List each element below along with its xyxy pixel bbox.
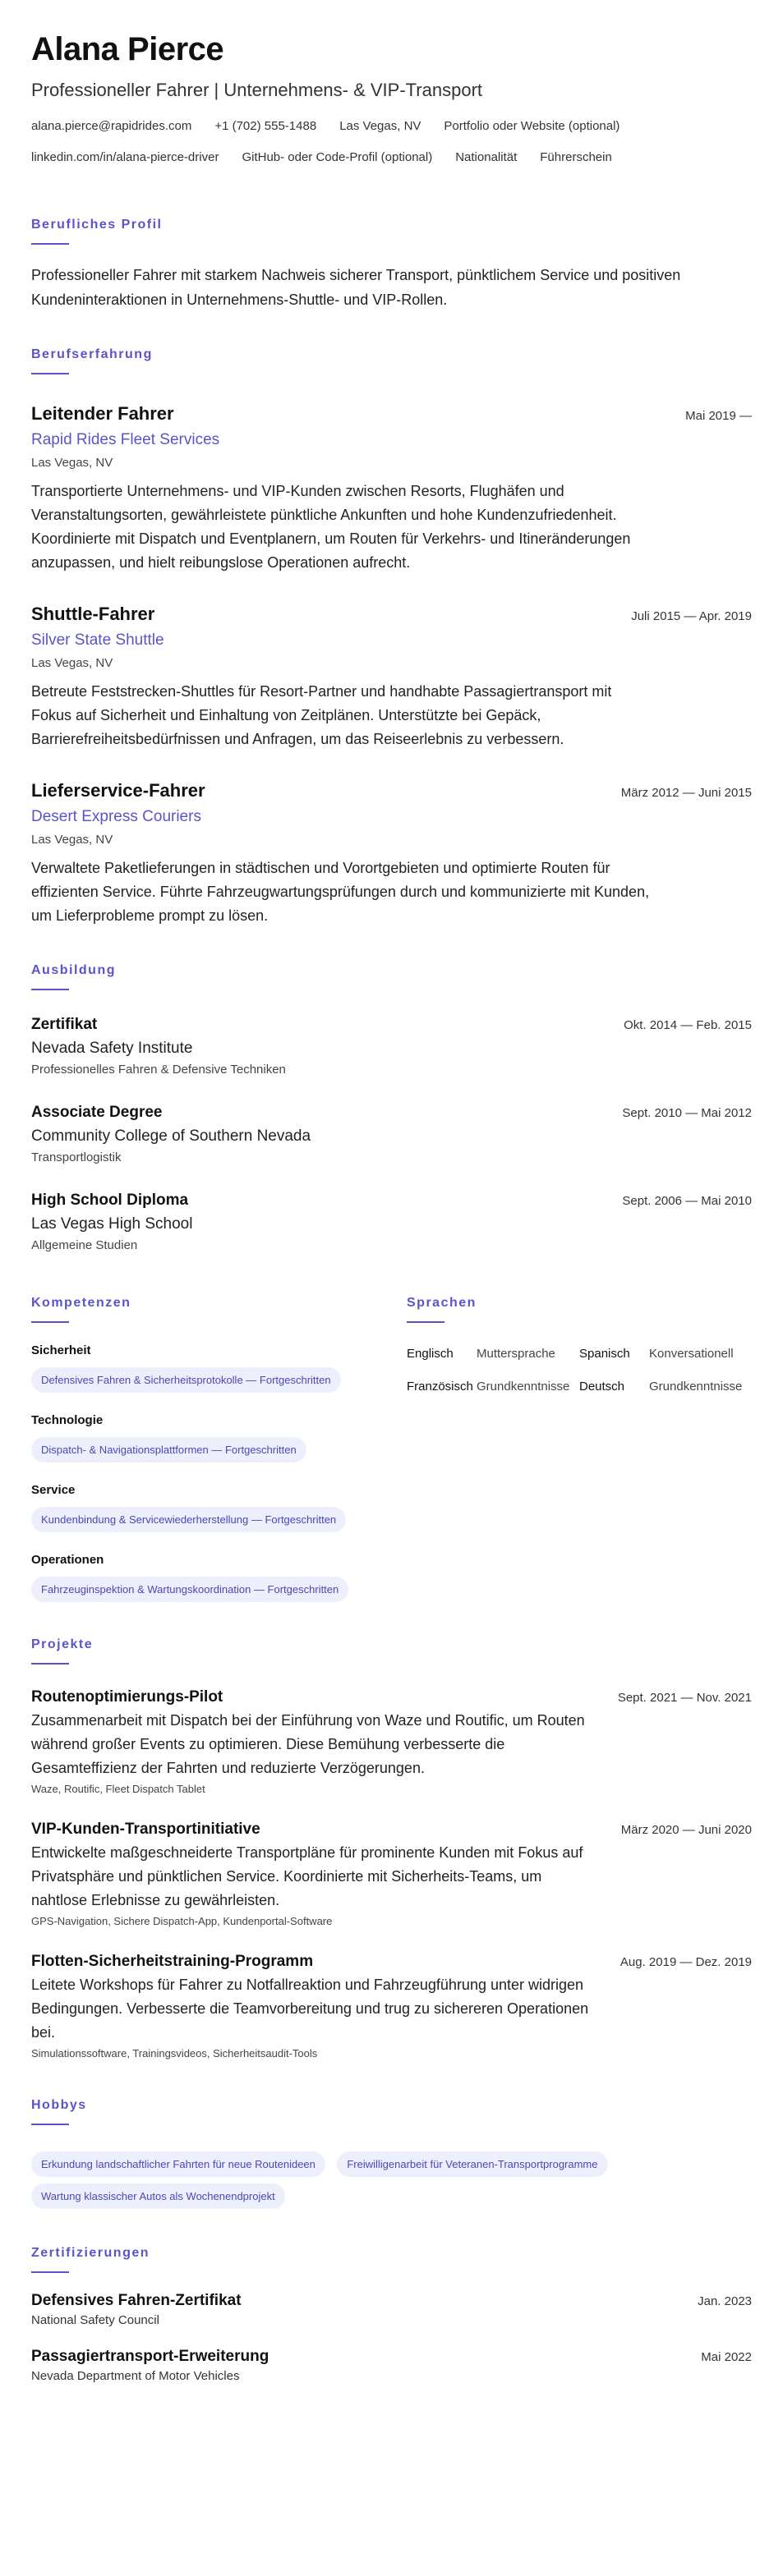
project-description: Zusammenarbeit mit Dispatch bei der Einführung von Waze und Routific, um Routen während großer Events zu optimieren. Diese Bemühung verbesserte die Gesamteffizienz der Fahrten und reduzierte Verzögerungen. <box>31 1712 585 1776</box>
skill-category: Service <box>31 1483 76 1497</box>
section-title: Berufliches Profil <box>31 218 163 232</box>
education-degree: High School Diploma <box>31 1192 189 1209</box>
job-location: Las Vegas, NV <box>31 456 113 470</box>
candidate-headline: Professioneller Fahrer | Unternehmens- & VIP-Transport <box>31 80 483 100</box>
skills-languages-row <box>31 1295 752 1602</box>
skill-group <box>31 1412 376 1462</box>
certifications-section <box>31 2245 752 2385</box>
education-date: Okt. 2014 — Feb. 2015 <box>624 1018 752 1032</box>
project-date: März 2020 — Juni 2020 <box>620 1823 752 1837</box>
contact-website[interactable]: Portfolio oder Website (optional) <box>444 119 620 133</box>
section-divider <box>31 1321 69 1323</box>
job-title: Leitender Fahrer <box>31 403 174 424</box>
skill-group <box>31 1552 376 1602</box>
job-description: Verwaltete Paketlieferungen in städtischen und Vorortgebieten und optimierte Routen für effizienten Service. Führte Fahrzeugwartungsprüfungen durch und kommunizierte mit Kunden, um Lieferprobleme prompt zu lösen. <box>31 860 650 924</box>
certification-name: Passagiertransport-Erweiterung <box>31 2348 269 2365</box>
project-tech: GPS-Navigation, Sichere Dispatch-App, Kundenportal-Software <box>31 1915 333 1927</box>
job-company: Silver State Shuttle <box>31 631 164 649</box>
language-name: Französisch <box>407 1380 473 1394</box>
job-description: Betreute Feststrecken-Shuttles für Resort-Partner und handhabte Passagiertransport mit Fokus auf Sicherheit und Einhaltung von Zeitplänen. Unterstützte bei Gepäck, Barrierefreiheitsbedürfnissen und Anfragen, um das Reiseerlebnis zu verbessern. <box>31 683 612 747</box>
hobby-list <box>31 2145 738 2209</box>
project-entry <box>31 1952 752 2061</box>
education-section <box>31 962 752 1254</box>
education-school: Las Vegas High School <box>31 1215 193 1233</box>
education-degree: Zertifikat <box>31 1016 98 1033</box>
section-title: Hobbys <box>31 2098 87 2112</box>
section-divider <box>31 1663 69 1665</box>
project-entry <box>31 1820 752 1929</box>
hobby-tag: Erkundung landschaftlicher Fahrten für neue Routenideen <box>31 2151 325 2177</box>
job-entry <box>31 402 752 575</box>
contact-linkedin[interactable]: linkedin.com/in/alana-pierce-driver <box>31 150 219 164</box>
skill-tag: Kundenbindung & Servicewiederherstellung — Fortgeschritten <box>31 1507 346 1532</box>
job-entry <box>31 603 752 751</box>
contact-nationality: Nationalität <box>455 150 518 164</box>
skills-section <box>31 1295 376 1602</box>
hobby-tag: Freiwilligenarbeit für Veteranen-Transportprogramme <box>337 2151 607 2177</box>
job-location: Las Vegas, NV <box>31 656 113 670</box>
skill-group <box>31 1482 376 1532</box>
certification-entry <box>31 2291 752 2329</box>
job-title: Shuttle-Fahrer <box>31 604 155 624</box>
job-entry <box>31 779 752 928</box>
education-entry <box>31 1191 752 1254</box>
section-divider <box>407 1321 444 1323</box>
job-description: Transportierte Unternehmens- und VIP-Kunden zwischen Resorts, Flughäfen und Veranstaltungsorten, gewährleistete pünktliche Ankunften und hohe Kundenzufriedenheit. Koordinierte mit Dispatch und Eventplanern, um Routen für Verkehrs- und Itineränderungen anzupassen, und hielt reibungslose Operationen aufrecht. <box>31 483 631 571</box>
profile-text: Professioneller Fahrer mit starkem Nachweis sicherer Transport, pünktlichem Service und positiven Kundeninteraktionen in Unternehmens-Shuttle- und VIP-Rollen. <box>31 267 681 308</box>
education-school: Community College of Southern Nevada <box>31 1127 311 1145</box>
job-company: Rapid Rides Fleet Services <box>31 431 220 448</box>
certification-date: Mai 2022 <box>701 2350 752 2364</box>
profile-section <box>31 217 752 312</box>
certification-issuer: National Safety Council <box>31 2313 159 2327</box>
hobbies-section <box>31 2097 752 2209</box>
certification-name: Defensives Fahren-Zertifikat <box>31 2292 242 2309</box>
education-school: Nevada Safety Institute <box>31 1040 193 1057</box>
contact-info <box>31 118 752 181</box>
education-degree: Associate Degree <box>31 1104 163 1121</box>
skill-category: Technologie <box>31 1413 104 1427</box>
job-date: Mai 2019 — <box>685 409 752 423</box>
project-description: Entwickelte maßgeschneiderte Transportpläne für prominente Kunden mit Fokus auf Privatsphäre und pünktlichen Service. Koordinierte mit Sicherheits-Teams, um nahtlose Erlebnisse zu gewährleisten. <box>31 1844 583 1908</box>
job-location: Las Vegas, NV <box>31 833 113 847</box>
candidate-name: Alana Pierce <box>31 31 224 67</box>
project-title: VIP-Kunden-Transportinitiative <box>31 1821 260 1838</box>
contact-email[interactable]: alana.pierce@rapidrides.com <box>31 119 192 133</box>
project-entry <box>31 1687 752 1797</box>
project-tech: Waze, Routific, Fleet Dispatch Tablet <box>31 1783 205 1795</box>
project-description: Leitete Workshops für Fahrer zu Notfallreaktion und Fahrzeugführung unter widrigen Bedingungen. Verbesserte die Teamvorbereitung und trug zu sichereren Operationen bei. <box>31 1977 589 2041</box>
education-entry <box>31 1103 752 1166</box>
projects-section <box>31 1637 752 2061</box>
hobby-tag: Wartung klassischer Autos als Wochenendprojekt <box>31 2183 285 2209</box>
education-entry <box>31 1015 752 1078</box>
resume-header <box>31 30 752 181</box>
project-date: Sept. 2021 — Nov. 2021 <box>617 1691 752 1705</box>
section-title: Ausbildung <box>31 963 116 977</box>
skill-tag: Defensives Fahren & Sicherheitsprotokolle — Fortgeschritten <box>31 1367 341 1393</box>
contact-phone[interactable]: +1 (702) 555-1488 <box>214 119 317 133</box>
skill-category: Sicherheit <box>31 1343 91 1357</box>
contact-github[interactable]: GitHub- oder Code-Profil (optional) <box>242 150 433 164</box>
languages-section <box>407 1295 752 1602</box>
section-title: Sprachen <box>407 1296 477 1310</box>
language-level: Grundkenntnisse <box>649 1380 743 1394</box>
skill-tag: Fahrzeuginspektion & Wartungskoordination — Fortgeschritten <box>31 1577 348 1602</box>
education-field: Allgemeine Studien <box>31 1238 138 1252</box>
language-name: Englisch <box>407 1347 454 1361</box>
certification-entry <box>31 2347 752 2385</box>
job-date: März 2012 — Juni 2015 <box>620 786 752 800</box>
contact-location: Las Vegas, NV <box>339 119 421 133</box>
section-divider <box>31 243 69 245</box>
section-title: Kompetenzen <box>31 1296 131 1310</box>
job-company: Desert Express Couriers <box>31 808 201 825</box>
certification-date: Jan. 2023 <box>698 2294 752 2308</box>
certification-issuer: Nevada Department of Motor Vehicles <box>31 2369 240 2383</box>
education-field: Professionelles Fahren & Defensive Techniken <box>31 1063 286 1077</box>
skill-category: Operationen <box>31 1553 104 1567</box>
language-name: Spanisch <box>579 1347 630 1361</box>
education-date: Sept. 2006 — Mai 2010 <box>622 1194 752 1208</box>
skill-group <box>31 1343 376 1393</box>
job-title: Lieferservice-Fahrer <box>31 780 205 801</box>
section-title: Zertifizierungen <box>31 2246 150 2260</box>
section-divider <box>31 2271 69 2273</box>
language-level: Konversationell <box>649 1347 734 1361</box>
section-divider <box>31 2124 69 2125</box>
education-date: Sept. 2010 — Mai 2012 <box>622 1106 752 1120</box>
section-divider <box>31 989 69 990</box>
language-level: Muttersprache <box>477 1347 555 1361</box>
job-date: Juli 2015 — Apr. 2019 <box>631 609 752 623</box>
education-field: Transportlogistik <box>31 1150 122 1164</box>
project-title: Routenoptimierungs-Pilot <box>31 1688 223 1706</box>
project-date: Aug. 2019 — Dez. 2019 <box>619 1955 752 1969</box>
language-name: Deutsch <box>579 1380 625 1394</box>
language-level: Grundkenntnisse <box>477 1380 570 1394</box>
contact-license: Führerschein <box>540 150 612 164</box>
section-title: Projekte <box>31 1637 94 1651</box>
project-title: Flotten-Sicherheitstraining-Programm <box>31 1953 314 1970</box>
experience-section <box>31 347 752 928</box>
section-divider <box>31 373 69 374</box>
skill-tag: Dispatch- & Navigationsplattformen — Fortgeschritten <box>31 1437 306 1462</box>
languages-list <box>407 1346 752 1395</box>
project-tech: Simulationssoftware, Trainingsvideos, Sicherheitsaudit-Tools <box>31 2047 318 2059</box>
section-title: Berufserfahrung <box>31 347 153 361</box>
